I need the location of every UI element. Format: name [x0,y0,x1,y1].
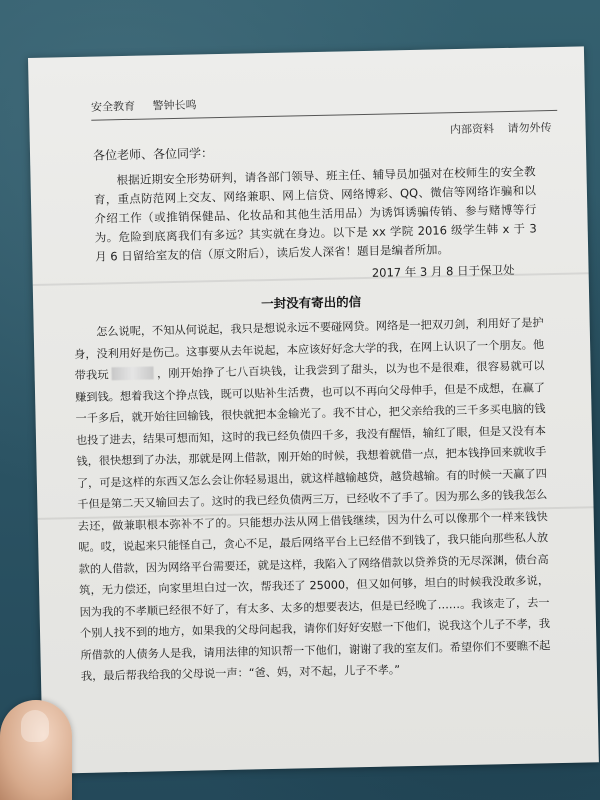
header-do-not-share: 请勿外传 [507,121,552,135]
letter-paragraph [74,312,552,687]
letter-body [74,312,552,687]
greeting-text: 各位老师、各位同学： [92,146,214,163]
letter-title: 一封没有寄出的信 [261,294,362,312]
intro-paragraph: 根据近期安全形势研判，请各部门领导、班主任、辅导员加强对在校师生的安全教育，重点防范网上交友、网络兼职、网上信贷、网络博彩、QQ、微信等网络诈骗和以介绍工作（或推销保健品、化妆品和其他生活用品）为诱饵诱骗传销、参与赌博等行为。危险到底离我们有多远？其实就在身边。以下是 xx 学院 2016 级学生韩 x 于 3 月 6 日留给室友的信（原文附后），读后发人深省！题目是编者所加。 [93,164,537,264]
fingernail [21,710,49,742]
top-header-right [440,119,552,137]
header-safety-education: 安全教育 [90,99,136,114]
letter-text-before-redaction: 怎么说呢，不知从何说起，我只是想说永远不要碰网贷。网络是一把双刃剑，利用好了是护身，没利用好是伤己。这事要从去年说起，本应该好好念大学的我，在网上认识了一个朋友。他带我玩 [74,316,545,383]
paper-sheet [28,46,599,773]
top-header-left [91,96,211,114]
header-warning: 警钟长鸣 [152,98,197,113]
redacted-text [112,366,154,380]
letter-text-after-redaction: ，刚开始挣了七八百块钱，让我尝到了甜头，以为也不是很难，很容易就可以赚到钱。想着我这个挣点钱，既可以贴补生活费，也可以不再向父母伸手，但是不成想，在赢了一千多后，就开始往回输钱，很快就把本金输光了。我不甘心，把父亲给我的三千多买电脑的钱也投了进去，结果可想而知，这时的我已经负债四千多，我没有醒悟，输红了眼，但是又没有本钱，很快想到了办法，那就是网上借款，刚开始的时候，我想着就借一点，把本钱挣回来就收手了，可是这样的东西又怎么会让你轻易退出，就这样越输越贷，越贷越输。有的时候一天赢了四千但是第二天又输回去了。这时的我已经负债两三万，已经收不了手了。因为那么多的钱我怎么去还，做兼职根本弥补不了的。只能想办法从网上借钱继续，因为什么可以像那个一样来钱快呢。哎，说起来只能怪自己，贪心不足，最后网络平台上已经借不到钱了，我只能向那些私人放款的人借款，因为网络平台需要还，就是这样，我陷入了网络借款以贷养贷的无尽深渊，债台高筑，无力偿还，向家里坦白过一次，帮我还了 25000，但又如何够，坦白的时候我没敢多说，因为我的不孝顺已经很不好了，有太多、太多的想要表达，但是已经晚了……。我该走了，去一个别人找不到的地方，如果我的父母问起我，请你们好好安慰一下他们，说我这个儿子不孝，我所借款的人债务人是我，请用法律的知识帮一下他们，谢谢了我的室友们。希望你们不要瞧不起我，最后帮我给我的父母说一声：“爸、妈，对不起，儿子不孝。” [74,359,551,684]
finger [0,700,72,800]
notice-date: 2017 年 3 月 8 日于保卫处 [371,262,515,280]
header-internal-material: 内部资料 [449,122,495,137]
